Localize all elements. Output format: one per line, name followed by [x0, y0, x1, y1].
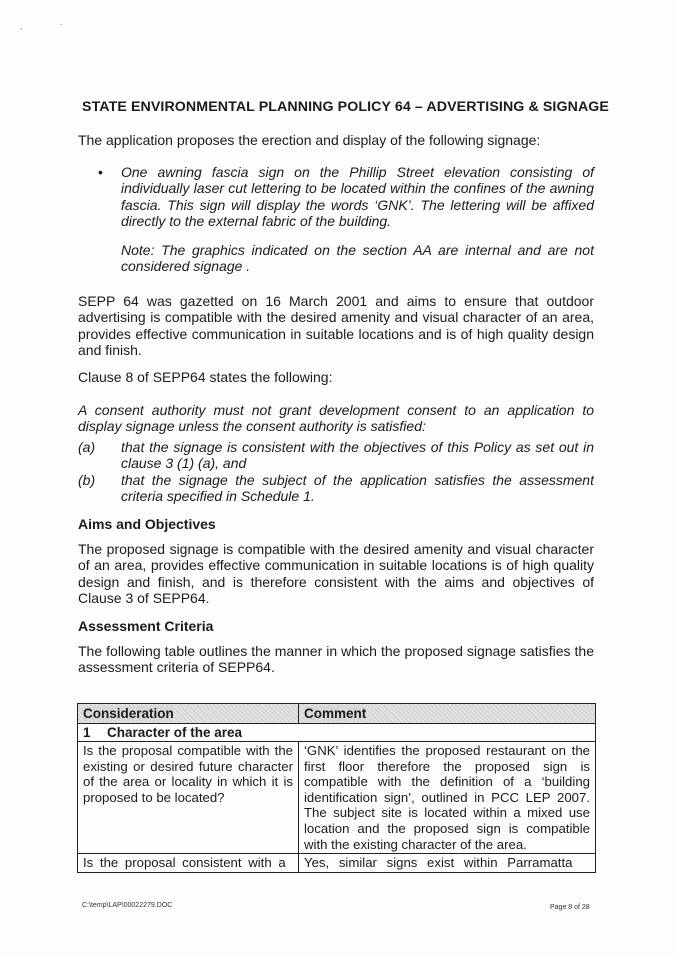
clause-text: that the signage the subject of the application satisfies the assessment criteria specified in Schedule 1.: [121, 472, 594, 505]
clause-item-a: [78, 439, 594, 473]
consent-paragraph: A consent authority must not grant development consent to an application to display signage unless the consent authority is satisfied:: [78, 402, 594, 435]
column-header-consideration: Consideration: [78, 704, 299, 724]
scan-mark: .: [60, 18, 63, 27]
sepp-gazetted-paragraph: SEPP 64 was gazetted on 16 March 2001 and aims to ensure that outdoor advertising is compatible with the desired amenity and visual character of an area, provides effective communication in suitable locations and is of high quality design and finish.: [78, 293, 594, 359]
footer-page-number: Page 8 of 28: [550, 904, 590, 911]
clause-label: (a): [78, 439, 96, 455]
intro-paragraph: The application proposes the erection and display of the following signage:: [78, 132, 541, 148]
section-number: 1: [83, 725, 91, 740]
assessment-heading: Assessment Criteria: [78, 618, 214, 634]
assessment-paragraph: The following table outlines the manner in which the proposed signage satisfies the assessment criteria of SEPP64.: [78, 643, 594, 676]
table-row: [78, 742, 596, 854]
consideration-cell: Is the proposal consistent with a: [78, 854, 299, 873]
signage-bullet-item: One awning fascia sign on the Phillip Street elevation consisting of individually laser cut lettering to be located within the confines of the awning fascia. This sign will display the words ‘GNK’. The lettering will be affixed directly to the external fabric of the building.: [121, 164, 594, 230]
bullet-icon: •: [98, 164, 103, 180]
table-row: [78, 854, 596, 873]
clause-text: that the signage is consistent with the objectives of this Policy as set out in clause 3 (1) (a), and: [121, 439, 594, 472]
clause-intro: Clause 8 of SEPP64 states the following:: [78, 369, 333, 385]
clause-label: (b): [78, 472, 96, 488]
document-heading: STATE ENVIRONMENTAL PLANNING POLICY 64 – ADVERTISING & SIGNAGE: [82, 99, 609, 115]
table-header-row: [78, 704, 596, 724]
graphics-note: Note: The graphics indicated on the section AA are internal and are not considered signage .: [121, 242, 594, 275]
aims-paragraph: The proposed signage is compatible with the desired amenity and visual character of an area, provides effective communication in suitable locations is of high quality design and finish, and is therefore consistent with the aims and objectives of Clause 3 of SEPP64.: [78, 541, 594, 607]
comment-cell: ‘GNK’ identifies the proposed restaurant on the first floor therefore the proposed sign is compatible with the definition of a ‘building identification sign’, outlined in PCC LEP 2007. The subject site is located within a mixed use location and the proposed sign is compatible with the existing character of the area.: [299, 742, 596, 854]
column-header-comment: Comment: [299, 704, 596, 724]
consideration-cell: Is the proposal compatible with the existing or desired future character of the area or locality in which it is proposed to be located?: [78, 742, 299, 854]
footer-file-path: C:\temp\LAP\00022279.DOC: [82, 902, 173, 909]
section-title-cell: [78, 724, 596, 742]
section-row: [78, 724, 596, 742]
comment-cell: Yes, similar signs exist within Parramatta: [299, 854, 596, 873]
scan-mark: ,: [20, 22, 23, 31]
section-title: Character of the area: [107, 725, 243, 740]
assessment-table: [77, 703, 596, 873]
aims-heading: Aims and Objectives: [78, 516, 216, 532]
clause-item-b: [78, 472, 594, 506]
